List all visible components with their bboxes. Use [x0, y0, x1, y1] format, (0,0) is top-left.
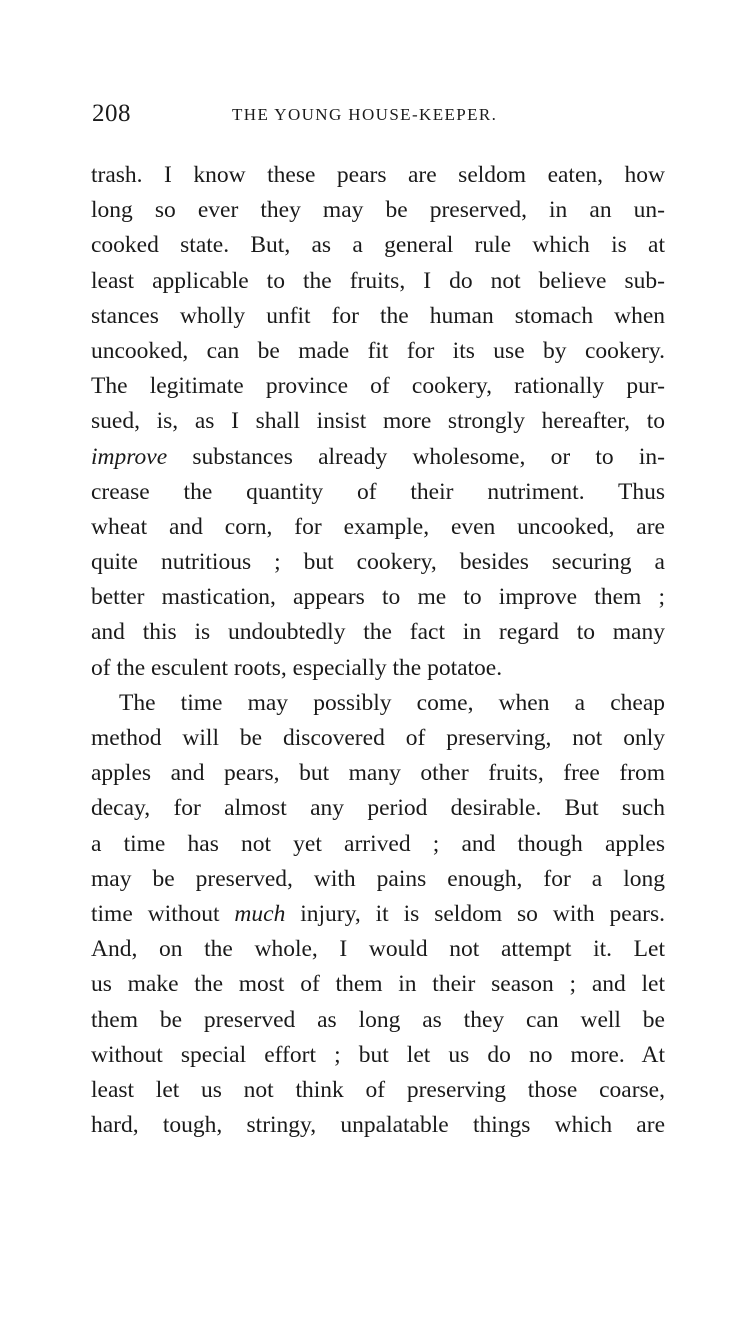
text-segment: The legitimate province of cookery, rationally pur- [91, 373, 665, 400]
text-line [91, 897, 665, 932]
text-line [91, 228, 665, 263]
text-line [91, 158, 665, 193]
text-segment: uncooked, can be made fit for its use by cookery. [91, 337, 665, 364]
text-segment: without special effort ; but let us do no more. At [91, 1041, 665, 1068]
text-segment: The time may possibly come, when a cheap [119, 689, 665, 716]
text-line [91, 615, 665, 650]
text-segment: wheat and corn, for example, even uncooked, are [91, 513, 665, 540]
text-segment: apples and pears, but many other fruits, free from [91, 760, 665, 787]
text-line [91, 1038, 665, 1073]
italic-text: much [234, 900, 286, 927]
text-line [91, 756, 665, 791]
text-line [91, 721, 665, 756]
text-line [91, 334, 665, 369]
text-segment: a time has not yet arrived ; and though apples [91, 830, 665, 857]
text-segment: injury, it is seldom so with pears. [285, 900, 665, 927]
text-segment: crease the quantity of their nutriment. Thus [91, 478, 665, 505]
text-segment: hard, tough, stringy, unpalatable things which are [91, 1112, 665, 1139]
text-segment: least let us not think of preserving those coarse, [91, 1076, 665, 1103]
text-segment: of the esculent roots, especially the potatoe. [91, 654, 503, 681]
text-line [91, 967, 665, 1002]
text-segment: cooked state. But, as a general rule which is at [91, 232, 665, 259]
text-segment: long so ever they may be preserved, in an un- [91, 197, 665, 224]
text-segment: And, on the whole, I would not attempt it. Let [91, 936, 665, 963]
text-segment: and this is undoubtedly the fact in regard to many [91, 619, 665, 646]
text-line [91, 264, 665, 299]
text-segment: least applicable to the fruits, I do not believe sub- [91, 267, 665, 294]
text-line [91, 1073, 665, 1108]
text-line [91, 369, 665, 404]
text-line [91, 686, 665, 721]
text-line [91, 791, 665, 826]
text-segment: may be preserved, with pains enough, for a long [91, 865, 665, 892]
text-segment: trash. I know these pears are seldom eaten, how [91, 162, 665, 188]
text-line [91, 862, 665, 897]
text-segment: method will be discovered of preserving, not only [91, 725, 665, 751]
text-line [91, 193, 665, 228]
paragraph [91, 158, 665, 686]
text-segment: time without [91, 900, 235, 927]
text-segment: us make the most of them in their season ; and let [91, 971, 665, 998]
text-segment: substances already wholesome, or to in- [167, 443, 665, 470]
text-line [91, 580, 665, 615]
page-number: 208 [92, 100, 131, 127]
text-segment: sued, is, as I shall insist more strongly hereafter, to [91, 408, 665, 435]
text-line [91, 651, 665, 686]
text-line [91, 827, 665, 862]
text-segment: them be preserved as long as they can well be [91, 1006, 665, 1033]
text-line [91, 1108, 665, 1143]
text-segment: quite nutritious ; but cookery, besides securing a [91, 549, 665, 576]
text-line [91, 440, 665, 475]
text-segment: stances wholly unfit for the human stomach when [91, 302, 665, 329]
text-line [91, 510, 665, 545]
text-line [91, 475, 665, 510]
text-line [91, 299, 665, 334]
paragraph [91, 686, 665, 1143]
text-line [91, 404, 665, 439]
text-segment: better mastication, appears to me to improve them ; [91, 584, 665, 611]
text-line [91, 1003, 665, 1038]
running-title: THE YOUNG HOUSE-KEEPER. [232, 105, 498, 124]
italic-text: improve [91, 443, 168, 470]
body-text [91, 158, 665, 1143]
running-head [92, 100, 672, 132]
text-line [91, 932, 665, 967]
text-line [91, 545, 665, 580]
text-segment: decay, for almost any period desirable. But such [91, 795, 665, 822]
